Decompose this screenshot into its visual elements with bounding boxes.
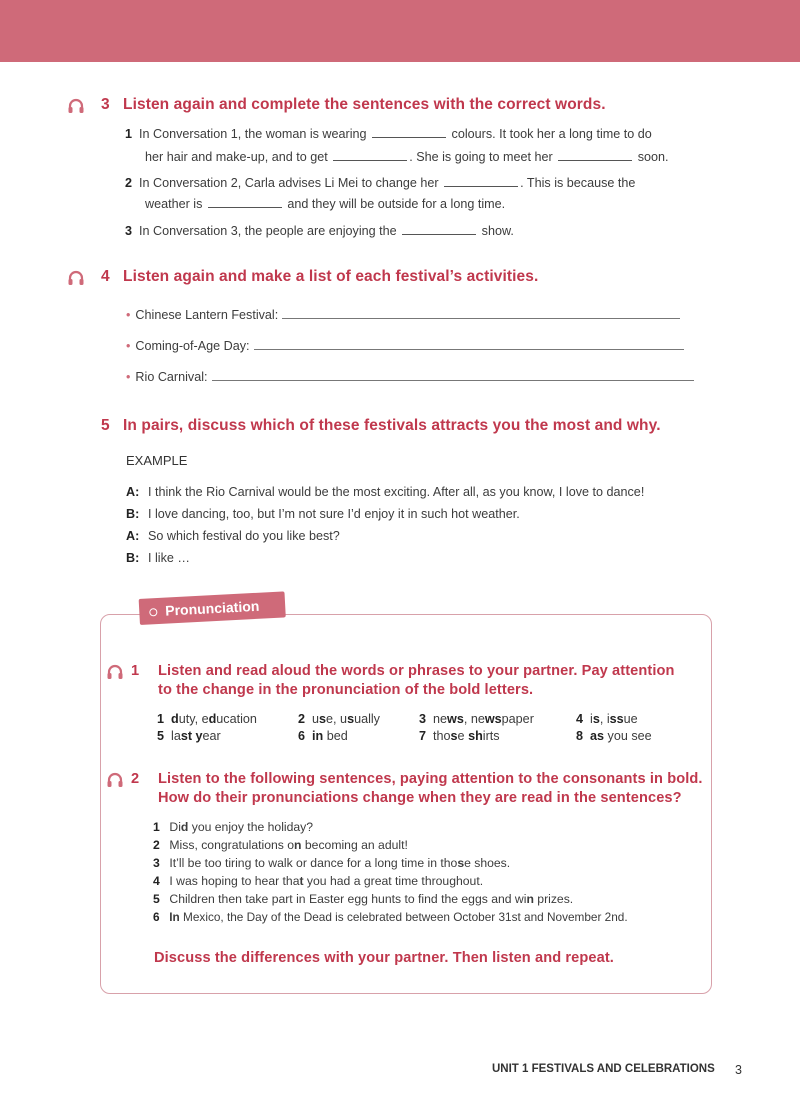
headphones-icon [105,770,125,790]
s3-item-2-line-2: weather is and they will be outside for a long time. [145,197,506,211]
s3-item-1-line-2: her hair and make-up, and to get . She is going to meet her soon. [145,150,669,164]
headphones-icon [66,268,86,288]
pronunciation-tab: Pronunciation [139,591,286,625]
s3-item-3: 3 In Conversation 3, the people are enjoying the show. [125,224,514,238]
answer-line[interactable] [282,306,680,319]
sentence-4: 4 I was hoping to hear that you had a great time throughout. [153,874,484,888]
sentence-6: 6 In Mexico, the Day of the Dead is celebrated between October 31st and November 2nd. [153,910,628,924]
dialogue-line: A: So which festival do you like best? [126,529,340,543]
headphones-icon [66,96,86,116]
section-4-heading: 4 Listen again and make a list of each festival’s activities. [101,268,539,285]
circle-icon [149,608,157,616]
answer-blank[interactable] [444,175,518,187]
word-6: 6 in bed [298,729,348,743]
dialogue-line: A: I think the Rio Carnival would be the most exciting. After all, as you know, I love to dance! [126,485,645,499]
header-band [0,0,800,62]
answer-blank[interactable] [333,149,407,161]
word-3: 3 news, newspaper [419,712,534,726]
page-number: 3 [735,1063,742,1077]
word-5: 5 last year [157,729,221,743]
headphones-icon [105,662,125,682]
answer-line[interactable] [212,368,694,381]
answer-blank[interactable] [208,196,282,208]
word-1: 1 duty, education [157,712,257,726]
word-4: 4 is, issue [576,712,638,726]
word-8: 8 as you see [576,729,652,743]
sentence-3: 3 It’ll be too tiring to walk or dance for a long time in those shoes. [153,856,511,870]
s4-item-lantern: • Chinese Lantern Festival: [126,306,680,322]
pron-task-1-heading: 1 Listen and read aloud the words or phrases to your partner. Pay attention to the change in the pronunciation of the bold letters. [131,663,675,698]
word-2: 2 use, usually [298,712,380,726]
answer-blank[interactable] [372,126,446,138]
answer-blank[interactable] [558,149,632,161]
dialogue-line: B: I love dancing, too, but I’m not sure I’d enjoy it in such hot weather. [126,507,520,521]
s4-item-rio: • Rio Carnival: [126,368,694,384]
s3-item-1-line-1: 1 In Conversation 1, the woman is wearing colours. It took her a long time to do [125,127,652,141]
s4-item-coming-of-age: • Coming-of-Age Day: [126,337,684,353]
section-5-heading: 5 In pairs, discuss which of these festivals attracts you the most and why. [101,417,661,434]
sentence-1: 1 Did you enjoy the holiday? [153,820,314,834]
answer-blank[interactable] [402,223,476,235]
pron-closing-instruction: Discuss the differences with your partner. Then listen and repeat. [154,950,614,966]
answer-line[interactable] [254,337,684,350]
pron-task-2-heading: 2 Listen to the following sentences, paying attention to the consonants in bold. How do their pronunciations change when they are read in the sentences? [131,771,703,806]
example-label: EXAMPLE [126,453,188,468]
s3-item-2-line-1: 2 In Conversation 2, Carla advises Li Mei to change her . This is because the [125,176,636,190]
sentence-5: 5 Children then take part in Easter egg hunts to find the eggs and win prizes. [153,892,574,906]
word-7: 7 those shirts [419,729,500,743]
footer-unit-title: UNIT 1 FESTIVALS AND CELEBRATIONS [492,1063,715,1075]
section-3-heading: 3 Listen again and complete the sentences with the correct words. [101,96,606,113]
dialogue-line: B: I like … [126,551,190,565]
sentence-2: 2 Miss, congratulations on becoming an adult! [153,838,408,852]
